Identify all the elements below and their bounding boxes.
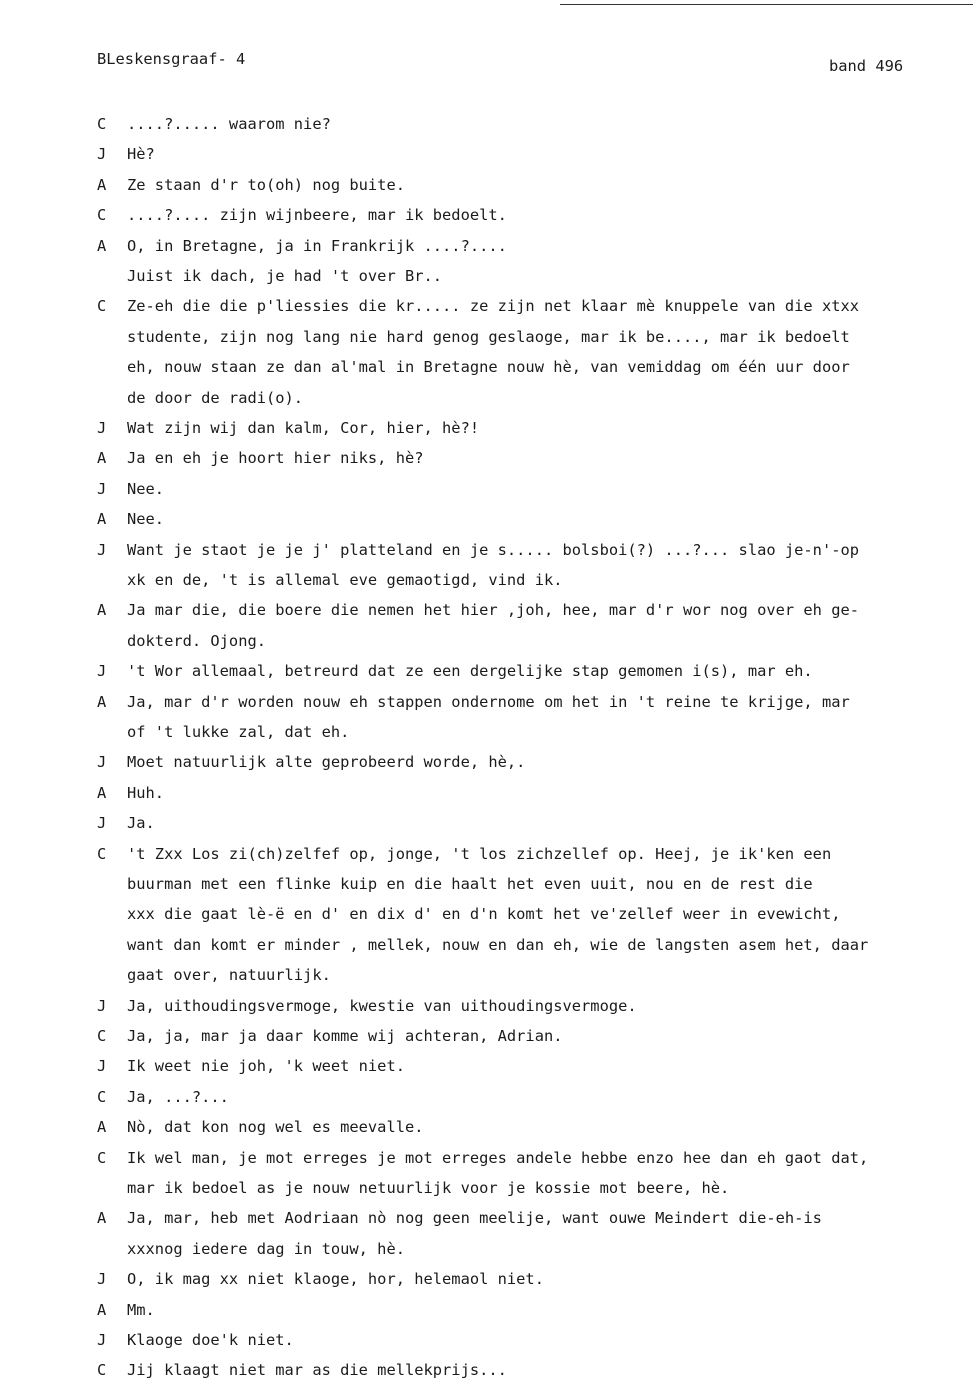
speaker-label: J (97, 662, 107, 681)
speaker-label: J (97, 540, 107, 559)
page-title: BLeskensgraaf- 4 (97, 50, 246, 68)
utterance-line: mar ik bedoel as je nouw netuurlijk voor je kossie mot beere, hè. (127, 1179, 730, 1197)
band-number: band 496 (829, 57, 904, 75)
speaker-label: C (97, 1148, 107, 1167)
utterance-line: Ja. (127, 814, 155, 833)
speaker-label: A (97, 175, 107, 194)
utterance-line: gaat over, natuurlijk. (127, 966, 331, 985)
utterance-line: Ja, mar, heb met Aodriaan nò nog geen meelije, want ouwe Meindert die-eh-is (127, 1209, 822, 1228)
speaker-label: C (97, 1087, 107, 1106)
speaker-label: A (97, 1118, 107, 1137)
utterance-line: Ja en eh je hoort hier niks, hè? (127, 449, 424, 468)
utterance-line: ....?..... waarom nie? (127, 115, 331, 133)
utterance-line: Ja, mar d'r worden nouw eh stappen ondernome om het in 't reine te krijge, mar (127, 692, 850, 711)
speaker-label: J (97, 479, 107, 498)
utterance-line: dokterd. Ojong. (127, 631, 266, 650)
speaker-label: A (97, 783, 107, 802)
utterance-line: Nò, dat kon nog wel es meevalle. (127, 1118, 424, 1137)
utterance-line: xk en de, 't is allemal eve gemaotigd, vind ik. (127, 571, 563, 589)
speaker-label: J (97, 1057, 107, 1076)
utterance-line: Wat zijn wij dan kalm, Cor, hier, hè?! (127, 419, 480, 437)
utterance-line: Nee. (127, 510, 165, 529)
utterance-line: eh, nouw staan ze dan al'mal in Bretagne nouw hè, van vemiddag om één uur door (127, 358, 850, 377)
speaker-label: A (97, 1300, 107, 1319)
utterance-line: Huh. (127, 783, 165, 802)
speaker-label: J (97, 814, 107, 833)
speaker-label: A (97, 510, 107, 529)
speaker-label: A (97, 601, 107, 620)
utterance-line: studente, zijn nog lang nie hard genog geslaoge, mar ik be...., mar ik bedoelt (127, 327, 850, 346)
speaker-label: J (97, 1331, 107, 1349)
utterance-line: Nee. (127, 479, 165, 498)
speaker-label: J (97, 145, 107, 164)
speaker-label: C (97, 297, 107, 316)
utterance-line: O, ik mag xx niet klaoge, hor, helemaol niet. (127, 1270, 544, 1289)
speaker-label: J (97, 996, 107, 1015)
utterance-line: Hè? (127, 145, 155, 164)
speaker-label: C (97, 115, 107, 133)
utterance-line: Klaoge doe'k niet. (127, 1331, 294, 1349)
utterance-line: de door de radi(o). (127, 388, 304, 407)
utterance-line: buurman met een flinke kuip en die haalt het even uuit, nou en de rest die (127, 875, 813, 893)
utterance-line: Ik weet nie joh, 'k weet niet. (127, 1057, 405, 1076)
utterance-line: Moet natuurlijk alte geprobeerd worde, hè,. (127, 753, 526, 772)
utterance-line: Ja, uithoudingsvermoge, kwestie van uithoudingsvermoge. (127, 996, 637, 1015)
utterance-line: Juist ik dach, je had 't over Br.. (127, 267, 443, 285)
speaker-label: C (97, 1027, 107, 1045)
utterance-line: Ja, ...?... (127, 1087, 229, 1106)
utterance-line: ....?.... zijn wijnbeere, mar ik bedoelt. (127, 206, 507, 225)
utterance-line: O, in Bretagne, ja in Frankrijk ....?.... (127, 236, 507, 255)
utterance-line: 't Zxx Los zi(ch)zelfef op, jonge, 't los zichzellef op. Heej, je ik'ken een (127, 844, 832, 863)
utterance-line: Ja, ja, mar ja daar komme wij achteran, Adrian. (127, 1027, 563, 1045)
speaker-label: A (97, 236, 107, 255)
utterance-line: xxxnog iedere dag in touw, hè. (127, 1239, 405, 1258)
utterance-line: Jij klaagt niet mar as die mellekprijs... (127, 1361, 507, 1380)
utterance-line: xxx die gaat lè-ë en d' en dix d' en d'n komt het ve'zellef weer in evewicht, (127, 905, 841, 924)
speaker-label: J (97, 419, 107, 437)
utterance-line: Ik wel man, je mot erreges je mot erreges andele hebbe enzo hee dan eh gaot dat, (127, 1148, 869, 1167)
utterance-line: Ja mar die, die boere die nemen het hier ,joh, hee, mar d'r wor nog over eh ge- (127, 601, 860, 620)
utterance-line: Ze-eh die die p'liessies die kr..... ze zijn net klaar mè knuppele van die xtxx (127, 297, 860, 316)
speaker-label: A (97, 1209, 107, 1228)
speaker-label: J (97, 1270, 107, 1289)
utterance-line: of 't lukke zal, dat eh. (127, 723, 350, 741)
utterance-line: Mm. (127, 1300, 155, 1319)
utterance-line: Ze staan d'r to(oh) nog buite. (127, 175, 405, 194)
utterance-line: Want je staot je je j' platteland en je s..... bolsboi(?) ...?... slao je-n'-op (127, 540, 860, 559)
speaker-label: J (97, 753, 107, 772)
speaker-label: C (97, 844, 107, 863)
speaker-label: C (97, 1361, 107, 1380)
utterance-line: 't Wor allemaal, betreurd dat ze een dergelijke stap gemomen i(s), mar eh. (127, 662, 813, 681)
speaker-label: A (97, 449, 107, 468)
speaker-label: C (97, 206, 107, 225)
speaker-label: A (97, 692, 107, 711)
utterance-line: want dan komt er minder , mellek, nouw en dan eh, wie de langsten asem het, daar (127, 935, 869, 954)
